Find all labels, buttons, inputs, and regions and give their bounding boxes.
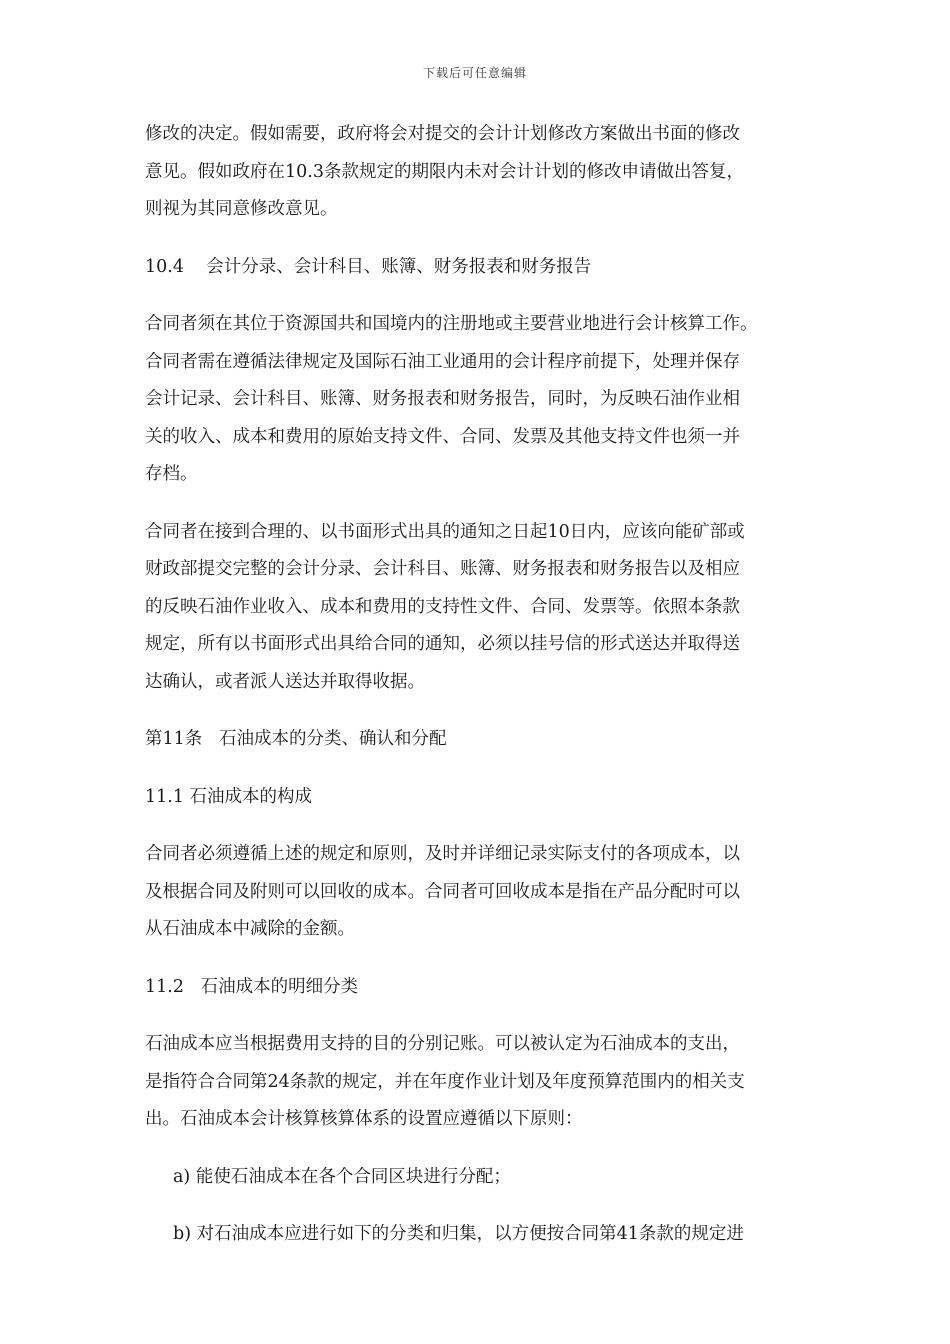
- list-item-a: a) 能使石油成本在各个合同区块进行分配；: [173, 1166, 511, 1187]
- text-line: 会计记录、会计科目、账簿、财务报表和财务报告，同时，为反映石油作业相: [145, 389, 740, 409]
- text-line: 合同者在接到合理的、以书面形式出具的通知之日起10日内，应该向能矿部或: [145, 521, 745, 542]
- text-line: 财政部提交完整的会计分录、会计科目、账簿、财务报表和财务报告以及相应: [145, 559, 740, 579]
- paragraph-1: [145, 116, 815, 229]
- document-body: [145, 116, 815, 1274]
- list-item-b: b) 对石油成本应进行如下的分类和归集，以方便按合同第41条款的规定进: [173, 1224, 744, 1244]
- text-line: 存档。: [145, 464, 198, 484]
- text-line: 修改的决定。假如需要，政府将会对提交的会计计划修改方案做出书面的修改: [145, 124, 740, 144]
- text-line: 的反映石油作业收入、成本和费用的支持性文件、合同、发票等。依照本条款: [145, 596, 740, 617]
- text-line: 合同者需在遵循法律规定及国际石油工业通用的会计程序前提下，处理并保存: [145, 351, 740, 372]
- text-line: 达确认，或者派人送达并取得收据。: [145, 671, 425, 692]
- text-line: 石油成本应当根据费用支持的目的分别记账。可以被认定为石油成本的支出，: [145, 1034, 740, 1054]
- text-line: 合同者必须遵循上述的规定和原则，及时并详细记录实际支付的各项成本，以: [145, 844, 740, 864]
- text-line: 及根据合同及附则可以回收的成本。合同者可回收成本是指在产品分配时可以: [145, 881, 740, 902]
- text-line: 规定，所有以书面形式出具给合同的通知，必须以挂号信的形式送达并取得送: [145, 634, 740, 654]
- paragraph-2: [145, 306, 815, 494]
- paragraph-3: [145, 514, 815, 702]
- text-line: 合同者须在其位于资源国共和国境内的注册地或主要营业地进行会计核算工作。: [145, 314, 758, 334]
- text-line: 意见。假如政府在10.3条款规定的期限内未对会计计划的修改申请做出答复，: [145, 161, 744, 182]
- article-heading-11: 第11条 石油成本的分类、确认和分配: [145, 729, 447, 749]
- section-heading-11-1: 11.1 石油成本的构成: [145, 786, 313, 807]
- text-line: 从石油成本中减除的金额。: [145, 919, 355, 939]
- paragraph-5: [145, 1026, 815, 1139]
- section-heading-10-4: 10.4 会计分录、会计科目、账簿、财务报表和财务报告: [145, 256, 592, 277]
- paragraph-4: [145, 836, 815, 949]
- page-header: 下载后可任意编辑: [422, 66, 527, 80]
- text-line: 是指符合合同第24条款的规定，并在年度作业计划及年度预算范围内的相关支: [145, 1071, 745, 1092]
- text-line: 则视为其同意修改意见。: [145, 199, 338, 219]
- text-line: 关的收入、成本和费用的原始支持文件、合同、发票及其他支持文件也须一并: [145, 426, 740, 447]
- section-heading-11-2: 11.2 石油成本的明细分类: [145, 976, 359, 997]
- text-line: 出。石油成本会计核算核算体系的设置应遵循以下原则：: [145, 1109, 583, 1129]
